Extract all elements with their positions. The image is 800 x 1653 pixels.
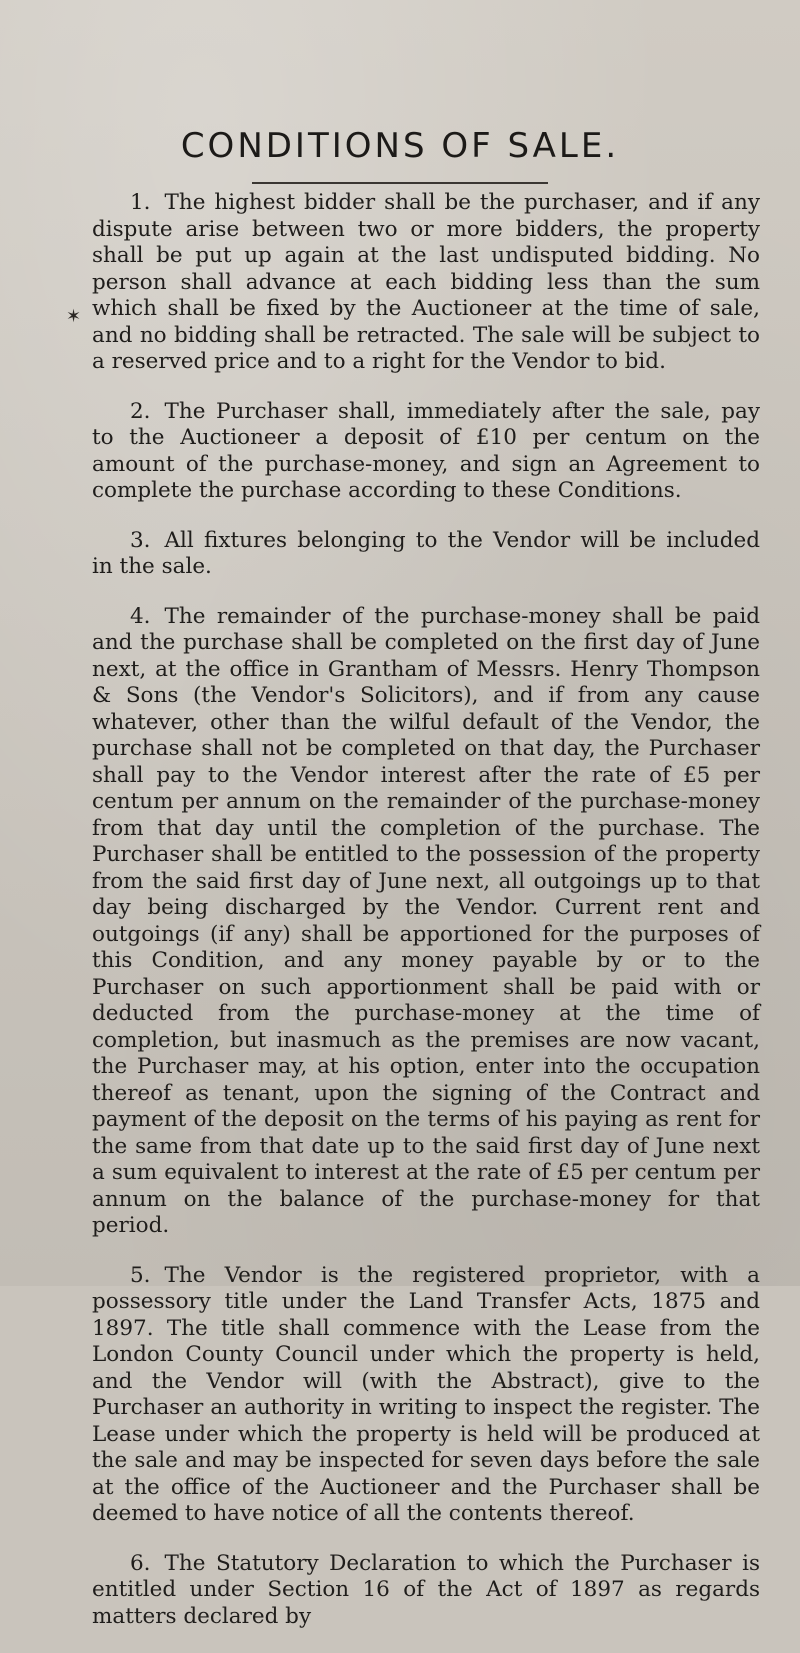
condition-text: All fixtures belonging to the Vendor will be included in the sale. <box>92 527 760 579</box>
condition-text: The highest bidder shall be the purchaser, and if any dispute arise between two or more bidders, the property shall be put up again at the last undisputed bidding. No person shall advance at each bidding less than the sum which shall be fixed by the Auctioneer at the time of sale, and no bidding shall be retracted. The sale will be subject to a reserved price and to a right for the Vendor to bid. <box>92 190 760 374</box>
condition-text: The Vendor is the registered proprietor, with a possessory title under the Land Transfer Acts, 1875 and 1897. The title shall commence with the Lease from the London County Council under which the property is held, and the Vendor will (with the Abstract), give to the Purchaser an authority in writing to inspect the register. The Lease under which the property is held will be produced at the sale and may be inspected for seven days before the sale at the office of the Auctioneer and the Purchaser shall be deemed to have notice of all the contents thereof. <box>92 1262 760 1526</box>
condition-text: The Purchaser shall, immediately after the sale, pay to the Auctioneer a deposit of £10 per centum on the amount of the purchase-money, and sign an Agreement to complete the purchase according to these Conditions. <box>92 398 760 503</box>
condition-number: 3. <box>130 527 151 553</box>
condition-paragraph-6 <box>92 1551 760 1631</box>
condition-number: 6. <box>130 1550 151 1576</box>
conditions-body <box>92 190 760 1653</box>
condition-number: 4. <box>130 603 151 629</box>
title-underline <box>252 182 548 184</box>
condition-text: The remainder of the purchase-money shall be paid and the purchase shall be completed on the first day of June next, at the office in Grantham of Messrs. Henry Thompson & Sons (the Vendor's Solicitors), and if from any cause whatever, other than the wilful default of the Vendor, the purchase shall not be completed on that day, the Purchaser shall pay to the Vendor interest after the rate of £5 per centum per annum on the remainder of the purchase-money from that day until the completion of the purchase. The Purchaser shall be entitled to the possession of the property from the said first day of June next, all outgoings up to that day being discharged by the Vendor. Current rent and outgoings (if any) shall be apportioned for the purposes of this Condition, and any money payable by or to the Purchaser on such apportionment shall be paid with or deducted from the purchase-money at the time of completion, but inasmuch as the premises are now vacant, the Purchaser may, at his option, enter into the occupation thereof as tenant, upon the signing of the Contract and payment of the deposit on the terms of his paying as rent for the same from that date up to the said first day of June next a sum equivalent to interest at the rate of £5 per centum per annum on the balance of the purchase-money for that period. <box>92 603 760 1238</box>
condition-paragraph-3 <box>92 528 760 581</box>
condition-number: 2. <box>130 398 151 424</box>
condition-paragraph-5 <box>92 1263 760 1528</box>
condition-number: 5. <box>130 1262 151 1288</box>
condition-text: The Statutory Declaration to which the Purchaser is entitled under Section 16 of the Act of 1897 as regards matters declared by <box>92 1550 760 1629</box>
asterisk-margin-mark: ✶ <box>66 306 82 327</box>
condition-number: 1. <box>130 190 151 215</box>
page-title: CONDITIONS OF SALE. <box>180 126 620 166</box>
condition-paragraph-2 <box>92 399 760 505</box>
condition-paragraph-1 <box>92 190 760 376</box>
condition-paragraph-4 <box>92 604 760 1240</box>
